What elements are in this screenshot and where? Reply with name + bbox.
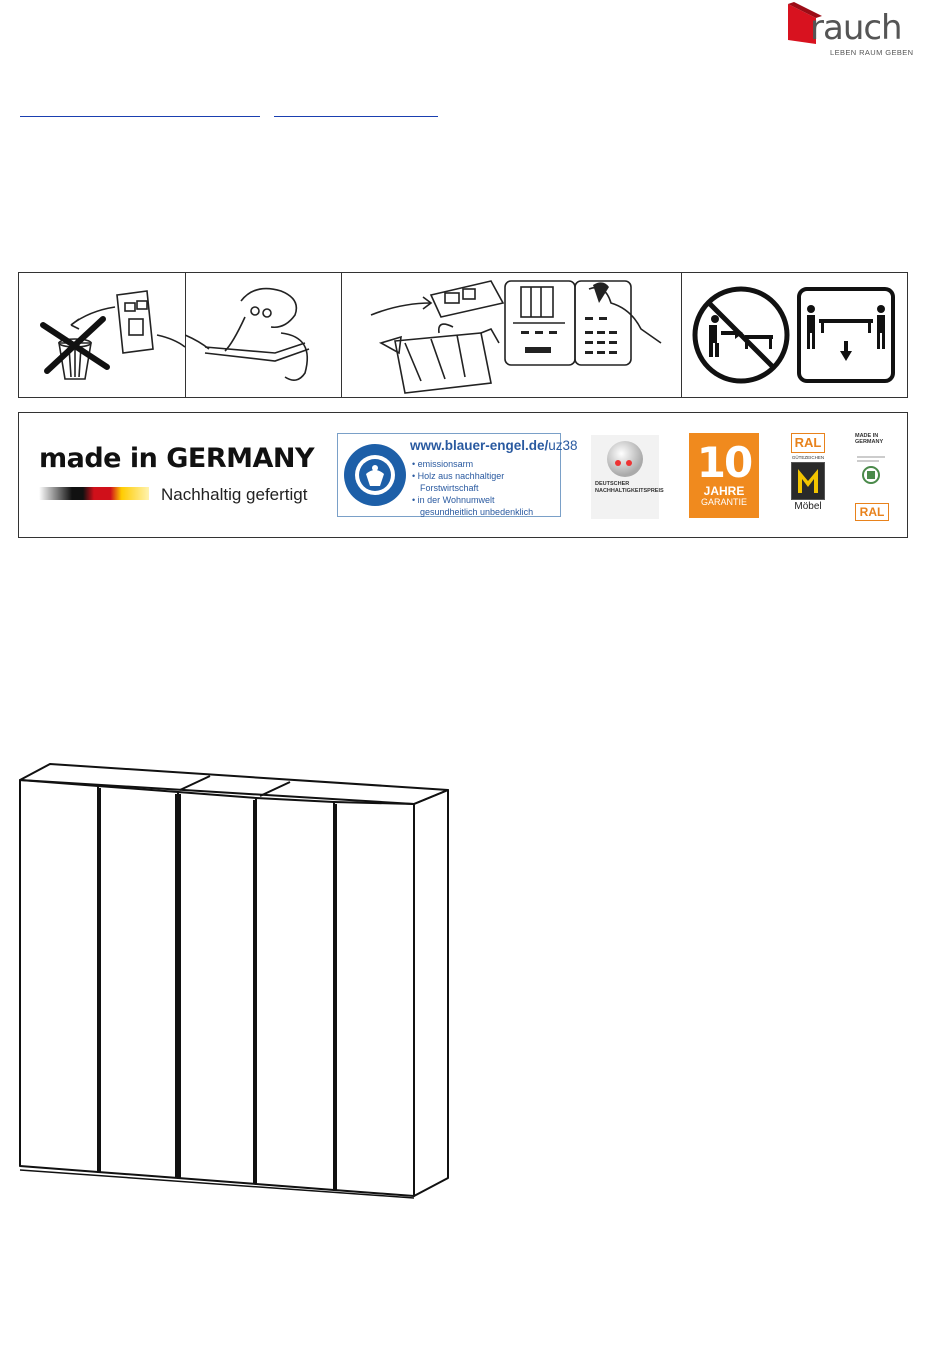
garantie-badge <box>689 433 759 518</box>
garantie-jahre: JAHRE <box>703 484 745 498</box>
garantie-label: GARANTIE <box>700 497 747 507</box>
moebel-label: Möbel <box>794 501 822 512</box>
document-link-1[interactable] <box>20 116 260 117</box>
logo-tagline: LEBEN RAUM GEBEN <box>830 48 914 57</box>
ral-label: RAL <box>791 433 825 453</box>
prize-title: DEUTSCHER NACHHALTIGKEITSPREIS <box>595 481 664 494</box>
read-instructions-icon <box>185 273 342 397</box>
made-in-germany-ral-badge <box>855 433 889 521</box>
rauch-logo <box>786 0 916 60</box>
logo-wordmark: rauch <box>810 8 902 48</box>
ral-guetezeichen: GÜTEZEICHEN <box>791 455 825 460</box>
blauer-engel-badge <box>337 433 578 517</box>
list-item: • Holz aus nachhaltiger Forstwirtschaft <box>420 470 560 494</box>
blauer-engel-url: www.blauer-engel.de/uz38 <box>410 438 578 453</box>
list-item: • emissionsarm <box>420 458 560 470</box>
made-in-germany-title: made in GERMANY <box>39 443 315 474</box>
prize-sphere-icon <box>605 439 645 479</box>
five-door-wardrobe-line-drawing <box>16 760 456 1205</box>
do-not-drag-lift-by-two-people-icon <box>681 273 907 397</box>
list-item: • in der Wohnumwelt gesundheitlich unbedenklich <box>420 494 550 518</box>
certification-strip <box>18 412 908 538</box>
moebel-m-icon <box>791 462 825 500</box>
blauer-engel-seal-icon <box>342 442 408 508</box>
document-link-2[interactable] <box>274 116 438 117</box>
garantie-number: 10 <box>696 438 752 487</box>
germany-flag-gradient-icon <box>39 487 149 500</box>
blauer-engel-bullets <box>410 458 560 518</box>
made-in-germany-small: MADE IN GERMANY <box>855 433 884 445</box>
do-not-discard-instructions-icon <box>19 273 186 397</box>
made-in-germany-subtitle: Nachhaltig gefertigt <box>161 485 308 504</box>
handling-pictograms <box>18 272 908 398</box>
ral-moebel-badge <box>791 433 825 519</box>
keep-instructions-and-parts-list-icon <box>341 273 682 397</box>
ral-label-2: RAL <box>855 503 889 521</box>
ral-seal-icon <box>855 455 887 485</box>
nachhaltigkeitspreis-badge <box>591 435 664 519</box>
